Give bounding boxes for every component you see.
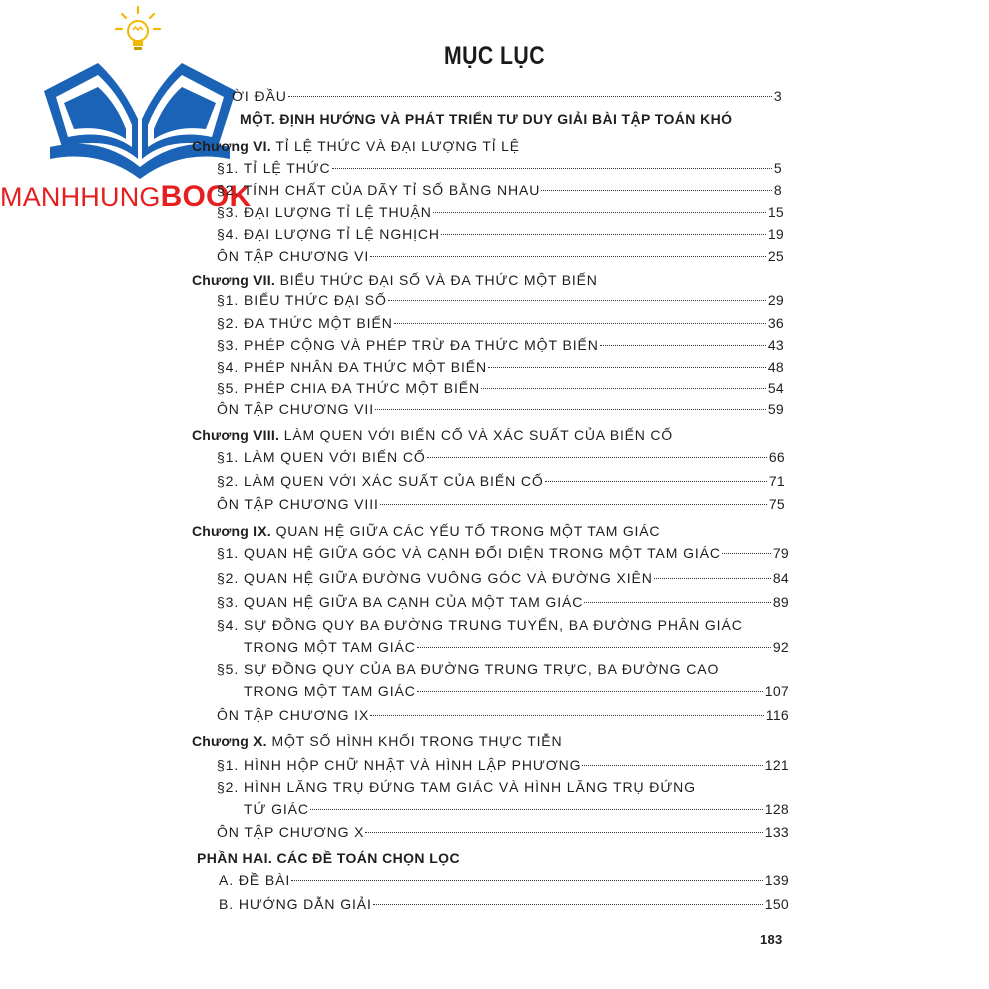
chapter-heading: Chương VI. TỈ LỆ THỨC VÀ ĐẠI LƯỢNG TỈ LỆ: [192, 138, 520, 154]
toc-entry-line1: §4. SỰ ĐỒNG QUY BA ĐƯỜNG TRUNG TUYẾN, BA ĐƯỜNG PHÂN GIÁC: [217, 617, 743, 633]
open-book-icon: [40, 55, 240, 185]
toc-entry: §1. TỈ LỆ THỨC 5: [217, 160, 782, 176]
brand-wordmark: [0, 181, 251, 213]
brand-part-1: MANHHUNG: [0, 182, 161, 212]
toc-entry: §2. LÀM QUEN VỚI XÁC SUẤT CỦA BIẾN CỐ 71: [217, 473, 785, 489]
toc-entry: §3. ĐẠI LƯỢNG TỈ LỆ THUẬN 15: [217, 204, 784, 220]
toc-entry: A. ĐỀ BÀI 139: [219, 872, 789, 888]
chapter-heading: Chương VIII. LÀM QUEN VỚI BIẾN CỐ VÀ XÁC SUẤT CỦA BIẾN CỐ: [192, 427, 673, 443]
toc-entry: ỜI ĐẦU 3: [232, 88, 782, 104]
toc-entry: §1. QUAN HỆ GIỮA GÓC VÀ CẠNH ĐỐI DIỆN TRONG MỘT TAM GIÁC 79: [217, 545, 789, 561]
page-number: 183: [760, 932, 783, 947]
toc-entry: §3. QUAN HỆ GIỮA BA CẠNH CỦA MỘT TAM GIÁC 89: [217, 594, 789, 610]
chapter-heading: Chương IX. QUAN HỆ GIỮA CÁC YẾU TỐ TRONG MỘT TAM GIÁC: [192, 523, 661, 539]
toc-entry: ÔN TẬP CHƯƠNG VI 25: [217, 248, 784, 264]
toc-entry: §2. QUAN HỆ GIỮA ĐƯỜNG VUÔNG GÓC VÀ ĐƯỜNG XIÊN 84: [217, 570, 789, 586]
part-heading: PHẦN HAI. CÁC ĐỀ TOÁN CHỌN LỌC: [197, 850, 460, 866]
page-title: MỤC LỤC: [444, 42, 545, 70]
toc-entry: TRONG MỘT TAM GIÁC 92: [244, 639, 789, 655]
toc-entry: B. HƯỚNG DẪN GIẢI 150: [219, 896, 789, 912]
toc-entry: TRONG MỘT TAM GIÁC 107: [244, 683, 789, 699]
toc-entry: §1. BIỂU THỨC ĐẠI SỐ 29: [217, 292, 784, 308]
toc-entry: §3. PHÉP CỘNG VÀ PHÉP TRỪ ĐA THỨC MỘT BIẾN 43: [217, 337, 784, 353]
toc-entry: §4. PHÉP NHÂN ĐA THỨC MỘT BIẾN 48: [217, 359, 784, 375]
toc-entry: §4. ĐẠI LƯỢNG TỈ LỆ NGHỊCH 19: [217, 226, 784, 242]
toc-entry-line1: §5. SỰ ĐỒNG QUY CỦA BA ĐƯỜNG TRUNG TRỰC, BA ĐƯỜNG CAO: [217, 661, 720, 677]
toc-entry: §5. PHÉP CHIA ĐA THỨC MỘT BIẾN 54: [217, 380, 784, 396]
toc-entry: ÔN TẬP CHƯƠNG VII 59: [217, 401, 784, 417]
toc-entry: TỨ GIÁC 128: [244, 801, 789, 817]
toc-entry: ÔN TẬP CHƯƠNG IX 116: [217, 707, 789, 723]
chapter-heading: Chương X. MỘT SỐ HÌNH KHỐI TRONG THỰC TIỄN: [192, 733, 563, 749]
toc-entry: §2. TÍNH CHẤT CỦA DÃY TỈ SỐ BẰNG NHAU 8: [217, 182, 782, 198]
toc-entry: §1. LÀM QUEN VỚI BIẾN CỐ 66: [217, 449, 785, 465]
toc-entry: ÔN TẬP CHƯƠNG X 133: [217, 824, 789, 840]
toc-entry-line1: §2. HÌNH LĂNG TRỤ ĐỨNG TAM GIÁC VÀ HÌNH LĂNG TRỤ ĐỨNG: [217, 779, 696, 795]
brand-part-2: BOOK: [160, 180, 252, 213]
chapter-heading: Chương VII. BIỂU THỨC ĐẠI SỐ VÀ ĐA THỨC MỘT BIẾN: [192, 272, 598, 288]
toc-entry: ÔN TẬP CHƯƠNG VIII 75: [217, 496, 785, 512]
toc-entry: §2. ĐA THỨC MỘT BIẾN 36: [217, 315, 784, 331]
toc-entry: §1. HÌNH HỘP CHỮ NHẬT VÀ HÌNH LẬP PHƯƠNG 121: [217, 757, 789, 773]
part-heading: MỘT. ĐỊNH HƯỚNG VÀ PHÁT TRIỂN TƯ DUY GIẢI BÀI TẬP TOÁN KHÓ: [240, 111, 733, 127]
